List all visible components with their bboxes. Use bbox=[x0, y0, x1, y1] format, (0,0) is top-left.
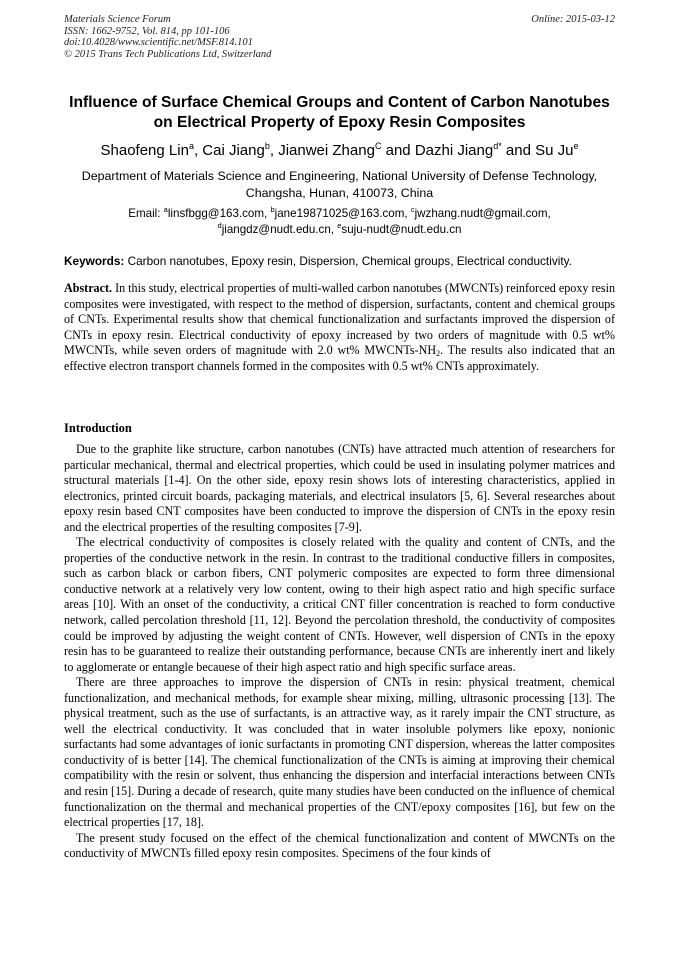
email-link[interactable]: jiangdz@nudt.edu.cn, bbox=[221, 222, 338, 236]
paragraph: The present study focused on the effect of the chemical functionalization and content of MWCNTs on the conductivity of MWCNTs filled epoxy resin composites. Specimens of the four kinds of bbox=[64, 830, 615, 861]
keywords bbox=[64, 253, 615, 269]
email-link[interactable]: linsfbgg@163.com, bbox=[167, 207, 271, 220]
affiliation-line-1: Department of Materials Science and Engineering, National University of Defense Technology, bbox=[81, 169, 598, 183]
paper-title bbox=[64, 93, 615, 133]
email-mark: d bbox=[217, 220, 222, 230]
email-mark: a bbox=[163, 205, 168, 214]
journal-name: Materials Science Forum bbox=[64, 14, 171, 25]
email-link[interactable]: jwzhang.nudt@gmail.com, bbox=[414, 207, 551, 220]
author-separator: , bbox=[193, 142, 203, 159]
author-separator: and bbox=[501, 142, 536, 159]
affiliation bbox=[64, 168, 615, 202]
author-affil-mark: a bbox=[188, 141, 194, 151]
author-name: Shaofeng Lin bbox=[100, 142, 189, 159]
email-list bbox=[64, 206, 615, 237]
paragraph: Due to the graphite like structure, carbon nanotubes (CNTs) have attracted much attention of researchers for particular mechanical, thermal and electrical properties, which could be used in insulating polymer matrices and structural materials [1-4]. On the other side, epoxy resin shows lots of interesting characteristics, applied in electronics, printed circuit boards, packaging materials, and electrical insulators [5, 6]. Several researches about epoxy resin based CNT composites have been conducted to improve the dispersion of CNTs in the epoxy resin and the electrical properties of the resulting composites [7-9]. bbox=[64, 442, 615, 534]
author-separator: and bbox=[381, 142, 415, 159]
section-heading-introduction: Introduction bbox=[64, 421, 132, 435]
email-link[interactable]: jane19871025@163.com, bbox=[274, 207, 411, 220]
author-affil-mark: b bbox=[264, 141, 270, 151]
author-affil-mark: e bbox=[573, 141, 579, 151]
author-affil-mark: C bbox=[374, 141, 382, 151]
author-separator: , bbox=[269, 142, 279, 159]
author-name: Cai Jiang bbox=[202, 142, 265, 159]
abstract-label: Abstract. bbox=[64, 281, 113, 295]
doi-line[interactable]: doi:10.4028/www.scientific.net/MSF.814.101 bbox=[64, 37, 253, 49]
affiliation-line-2: Changsha, Hunan, 410073, China bbox=[245, 186, 434, 200]
email-label: Email: bbox=[128, 207, 164, 220]
author-name: Dazhi Jiang bbox=[414, 142, 494, 159]
introduction-body bbox=[64, 442, 615, 862]
issn-line: ISSN: 1662-9752, Vol. 814, pp 101-106 bbox=[64, 25, 230, 37]
abstract-subscript: 2 bbox=[436, 349, 441, 359]
copyright-line: © 2015 Trans Tech Publications Ltd, Switzerland bbox=[64, 48, 272, 60]
title-line-2: on Electrical Property of Epoxy Resin Composites bbox=[153, 114, 526, 131]
paragraph: There are three approaches to improve the dispersion of CNTs in resin: physical treatment, chemical functionalization, and mechanical methods, for example shear mixing, milling, ultrasonic processing [13]. The physical treatment, such as the use of surfactants, is an attractive way, as it rarely impair the CNT structure, as well the electrical conductivity. It was concluded that in water insoluble polymers like epoxy, nonionic surfactants had some advantages of ionic surfactants in promoting CNT dispersion, whereas the latter composites conductivity of is better [14]. The chemical functionalization of the CNTs is aiming at improving their chemical compatibility with the resin or solvent, thus enhancing the dispersion and interfacial interactions between CNTs and resin [15]. During a decade of research, quite many studies have been conducted on the influence of chemical functionalization on the thermal and mechanical properties of the CNT/epoxy composites [16], but few on the electrical properties [17, 18]. bbox=[64, 675, 615, 830]
email-line-2 bbox=[64, 222, 615, 238]
keywords-label: Keywords: bbox=[64, 254, 125, 268]
email-link[interactable]: suju-nudt@nudt.edu.cn bbox=[341, 222, 462, 236]
email-mark: e bbox=[337, 220, 342, 230]
email-line-1 bbox=[64, 206, 615, 222]
author-list bbox=[64, 141, 615, 161]
title-line-1: Influence of Surface Chemical Groups and Content of Carbon Nanotubes bbox=[69, 94, 610, 111]
email-mark: b bbox=[270, 205, 275, 214]
paragraph: The electrical conductivity of composites is closely related with the quality and content of CNTs, and the properties of the conductive network in the resin. In contrast to the traditional conductive fillers in composites, such as carbon black or carbon fibers, CNT polymeric composites are expected to form three dimensional conductive network at a relatively very low content, owing to their high aspect ratio and high specific surface areas [10]. With an onset of the conductivity, a critical CNT filler concentration is reached to form conductive network, called percolation threshold [11, 12]. Beyond the percolation threshold, the conductivity of composites could be improved by adjusting the weight content of CNTs. However, well dispersion of CNTs in the epoxy resin has to be guaranteed to realize their outstanding performance, because CNTs are inherently inert and likely to agglomerate or entangle becauese of their high aspect ratio and high specific surface areas. bbox=[64, 535, 615, 674]
journal-header bbox=[64, 14, 271, 60]
keywords-text: Carbon nanotubes, Epoxy resin, Dispersion, Chemical groups, Electrical conductivity. bbox=[124, 254, 572, 268]
author-name: Su Ju bbox=[535, 142, 574, 159]
online-date: Online: 2015-03-12 bbox=[531, 14, 615, 25]
author-name: Jianwei Zhang bbox=[278, 142, 375, 159]
abstract-text: In this study, electrical properties of multi-walled carbon nanotubes (MWCNTs) reinforced epoxy resin composites were investigated, with respect to the method of dispersion, surfactants, content and chemical groups of CNTs. Experimental results show that chemical functionalization and surfactants improved the dispersion of CNTs in epoxy resin. Electrical conductivity of epoxy increased by two orders of magnitude with 0.5 wt% MWCNTs, while seven orders of magnitude with 2.0 wt% MWCNTs-NH bbox=[64, 281, 615, 358]
email-mark: c bbox=[410, 205, 415, 214]
abstract-text-end: . The results also indicated that an effective electron transport channels formed in the composites with 0.5 wt% CNTs approximately. bbox=[64, 343, 615, 373]
abstract bbox=[64, 281, 615, 375]
author-affil-mark: d* bbox=[493, 141, 502, 151]
